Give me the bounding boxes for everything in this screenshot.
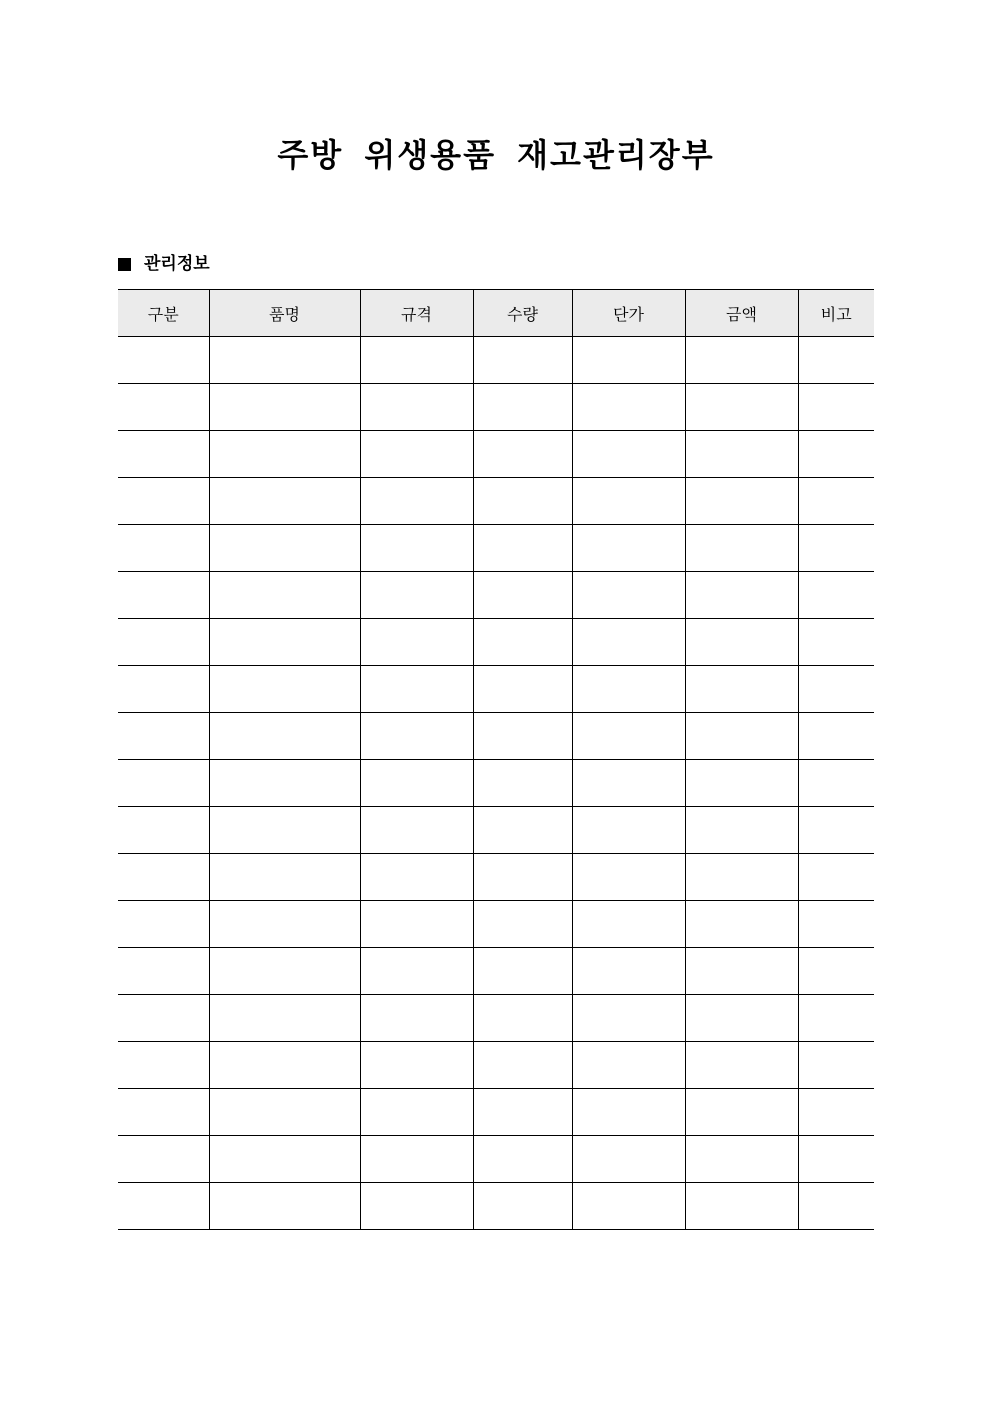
table-cell[interactable]	[685, 525, 798, 572]
table-row	[118, 901, 874, 948]
column-header-unit-price: 단가	[572, 290, 685, 337]
table-cell[interactable]	[360, 666, 473, 713]
table-cell[interactable]	[360, 807, 473, 854]
table-cell[interactable]	[685, 384, 798, 431]
table-cell[interactable]	[685, 666, 798, 713]
table-cell[interactable]	[209, 760, 360, 807]
table-cell[interactable]	[360, 760, 473, 807]
table-cell[interactable]	[572, 1042, 685, 1089]
table-row	[118, 572, 874, 619]
table-cell[interactable]	[798, 525, 874, 572]
table-cell[interactable]	[118, 478, 209, 525]
table-row	[118, 1042, 874, 1089]
table-cell[interactable]	[209, 337, 360, 384]
table-cell[interactable]	[118, 1183, 209, 1230]
table-cell[interactable]	[685, 337, 798, 384]
table-cell[interactable]	[118, 525, 209, 572]
table-cell[interactable]	[473, 525, 572, 572]
table-cell[interactable]	[209, 1042, 360, 1089]
table-cell[interactable]	[798, 431, 874, 478]
table-cell[interactable]	[798, 807, 874, 854]
table-cell[interactable]	[209, 1136, 360, 1183]
table-row	[118, 619, 874, 666]
table-cell[interactable]	[209, 901, 360, 948]
table-cell[interactable]	[685, 572, 798, 619]
table-cell[interactable]	[473, 1042, 572, 1089]
table-cell[interactable]	[118, 384, 209, 431]
table-cell[interactable]	[473, 619, 572, 666]
table-cell[interactable]	[360, 948, 473, 995]
table-cell[interactable]	[209, 619, 360, 666]
table-cell[interactable]	[685, 713, 798, 760]
table-cell[interactable]	[572, 948, 685, 995]
table-row	[118, 948, 874, 995]
table-cell[interactable]	[572, 1183, 685, 1230]
table-cell[interactable]	[798, 995, 874, 1042]
table-cell[interactable]	[473, 854, 572, 901]
table-cell[interactable]	[685, 619, 798, 666]
table-cell[interactable]	[360, 1042, 473, 1089]
table-cell[interactable]	[118, 619, 209, 666]
table-row	[118, 713, 874, 760]
table-cell[interactable]	[118, 1089, 209, 1136]
table-cell[interactable]	[572, 760, 685, 807]
table-cell[interactable]	[473, 807, 572, 854]
table-cell[interactable]	[572, 901, 685, 948]
document-title: 주방 위생용품 재고관리장부	[277, 136, 715, 174]
table-cell[interactable]	[473, 337, 572, 384]
table-cell[interactable]	[473, 1089, 572, 1136]
inventory-table	[118, 289, 874, 1230]
table-cell[interactable]	[473, 666, 572, 713]
table-cell[interactable]	[118, 901, 209, 948]
table-cell[interactable]	[572, 572, 685, 619]
table-cell[interactable]	[118, 1136, 209, 1183]
table-cell[interactable]	[360, 901, 473, 948]
table-cell[interactable]	[360, 619, 473, 666]
table-cell[interactable]	[572, 619, 685, 666]
column-header-remarks: 비고	[798, 290, 874, 337]
table-cell[interactable]	[685, 901, 798, 948]
table-cell[interactable]	[572, 1089, 685, 1136]
table-cell[interactable]	[360, 478, 473, 525]
table-cell[interactable]	[209, 995, 360, 1042]
table-cell[interactable]	[118, 1042, 209, 1089]
table-cell[interactable]	[209, 948, 360, 995]
table-row	[118, 995, 874, 1042]
table-cell[interactable]	[798, 619, 874, 666]
table-cell[interactable]	[473, 713, 572, 760]
table-cell[interactable]	[118, 995, 209, 1042]
table-cell[interactable]	[209, 431, 360, 478]
table-cell[interactable]	[572, 854, 685, 901]
table-cell[interactable]	[798, 1136, 874, 1183]
table-cell[interactable]	[572, 713, 685, 760]
table-cell[interactable]	[798, 1089, 874, 1136]
column-header-spec: 규격	[360, 290, 473, 337]
table-cell[interactable]	[360, 337, 473, 384]
table-row	[118, 666, 874, 713]
table-cell[interactable]	[360, 713, 473, 760]
table-cell[interactable]	[685, 995, 798, 1042]
table-cell[interactable]	[798, 1042, 874, 1089]
table-cell[interactable]	[209, 854, 360, 901]
table-cell[interactable]	[685, 760, 798, 807]
table-cell[interactable]	[473, 948, 572, 995]
table-cell[interactable]	[360, 1183, 473, 1230]
table-cell[interactable]	[572, 666, 685, 713]
table-cell[interactable]	[685, 807, 798, 854]
section-heading	[118, 252, 210, 276]
table-cell[interactable]	[473, 995, 572, 1042]
table-cell[interactable]	[209, 384, 360, 431]
table-cell[interactable]	[473, 384, 572, 431]
table-row	[118, 807, 874, 854]
table-cell[interactable]	[798, 384, 874, 431]
table-cell[interactable]	[473, 478, 572, 525]
table-cell[interactable]	[572, 807, 685, 854]
table-row	[118, 1183, 874, 1230]
table-cell[interactable]	[798, 713, 874, 760]
table-row	[118, 1089, 874, 1136]
table-cell[interactable]	[209, 1183, 360, 1230]
table-cell[interactable]	[360, 525, 473, 572]
table-cell[interactable]	[685, 1183, 798, 1230]
section-heading-label: 관리정보	[144, 254, 210, 274]
table-cell[interactable]	[685, 478, 798, 525]
table-cell[interactable]	[572, 1136, 685, 1183]
table-cell[interactable]	[360, 431, 473, 478]
table-cell[interactable]	[209, 713, 360, 760]
table-cell[interactable]	[572, 337, 685, 384]
table-cell[interactable]	[118, 572, 209, 619]
table-cell[interactable]	[798, 337, 874, 384]
table-cell[interactable]	[473, 431, 572, 478]
table-row	[118, 854, 874, 901]
table-cell[interactable]	[360, 1089, 473, 1136]
column-header-quantity: 수량	[473, 290, 572, 337]
table-row	[118, 478, 874, 525]
table-cell[interactable]	[798, 1183, 874, 1230]
table-cell[interactable]	[685, 854, 798, 901]
table-cell[interactable]	[118, 948, 209, 995]
table-cell[interactable]	[572, 384, 685, 431]
table-cell[interactable]	[798, 760, 874, 807]
table-cell[interactable]	[360, 995, 473, 1042]
table-cell[interactable]	[572, 478, 685, 525]
table-cell[interactable]	[118, 854, 209, 901]
table-cell[interactable]	[209, 572, 360, 619]
table-body	[118, 337, 874, 1230]
table-cell[interactable]	[118, 760, 209, 807]
table-cell[interactable]	[473, 572, 572, 619]
table-cell[interactable]	[572, 431, 685, 478]
table-cell[interactable]	[798, 666, 874, 713]
table-cell[interactable]	[360, 1136, 473, 1183]
table-cell[interactable]	[209, 478, 360, 525]
column-header-category: 구분	[118, 290, 209, 337]
table-cell[interactable]	[473, 901, 572, 948]
table-row	[118, 384, 874, 431]
table-cell[interactable]	[209, 525, 360, 572]
black-square-icon	[118, 258, 131, 271]
table-cell[interactable]	[798, 478, 874, 525]
table-cell[interactable]	[118, 807, 209, 854]
table-row	[118, 431, 874, 478]
table-cell[interactable]	[685, 1136, 798, 1183]
table-header-row	[118, 290, 874, 337]
table-cell[interactable]	[798, 572, 874, 619]
table-cell[interactable]	[685, 1089, 798, 1136]
table-cell[interactable]	[572, 995, 685, 1042]
table-cell[interactable]	[118, 713, 209, 760]
table-row	[118, 1136, 874, 1183]
table-cell[interactable]	[473, 1136, 572, 1183]
table-cell[interactable]	[798, 948, 874, 995]
column-header-amount: 금액	[685, 290, 798, 337]
table-row	[118, 525, 874, 572]
table-cell[interactable]	[685, 1042, 798, 1089]
table-cell[interactable]	[118, 337, 209, 384]
table-cell[interactable]	[473, 760, 572, 807]
table-cell[interactable]	[685, 948, 798, 995]
table-row	[118, 337, 874, 384]
table-cell[interactable]	[798, 854, 874, 901]
table-cell[interactable]	[209, 1089, 360, 1136]
table-cell[interactable]	[572, 525, 685, 572]
table-cell[interactable]	[209, 807, 360, 854]
table-cell[interactable]	[798, 901, 874, 948]
table-cell[interactable]	[209, 666, 360, 713]
column-header-item-name: 품명	[209, 290, 360, 337]
table-cell[interactable]	[685, 431, 798, 478]
table-row	[118, 760, 874, 807]
table-cell[interactable]	[118, 431, 209, 478]
table-cell[interactable]	[360, 572, 473, 619]
table-cell[interactable]	[360, 384, 473, 431]
table-cell[interactable]	[118, 666, 209, 713]
table-cell[interactable]	[473, 1183, 572, 1230]
table-cell[interactable]	[360, 854, 473, 901]
